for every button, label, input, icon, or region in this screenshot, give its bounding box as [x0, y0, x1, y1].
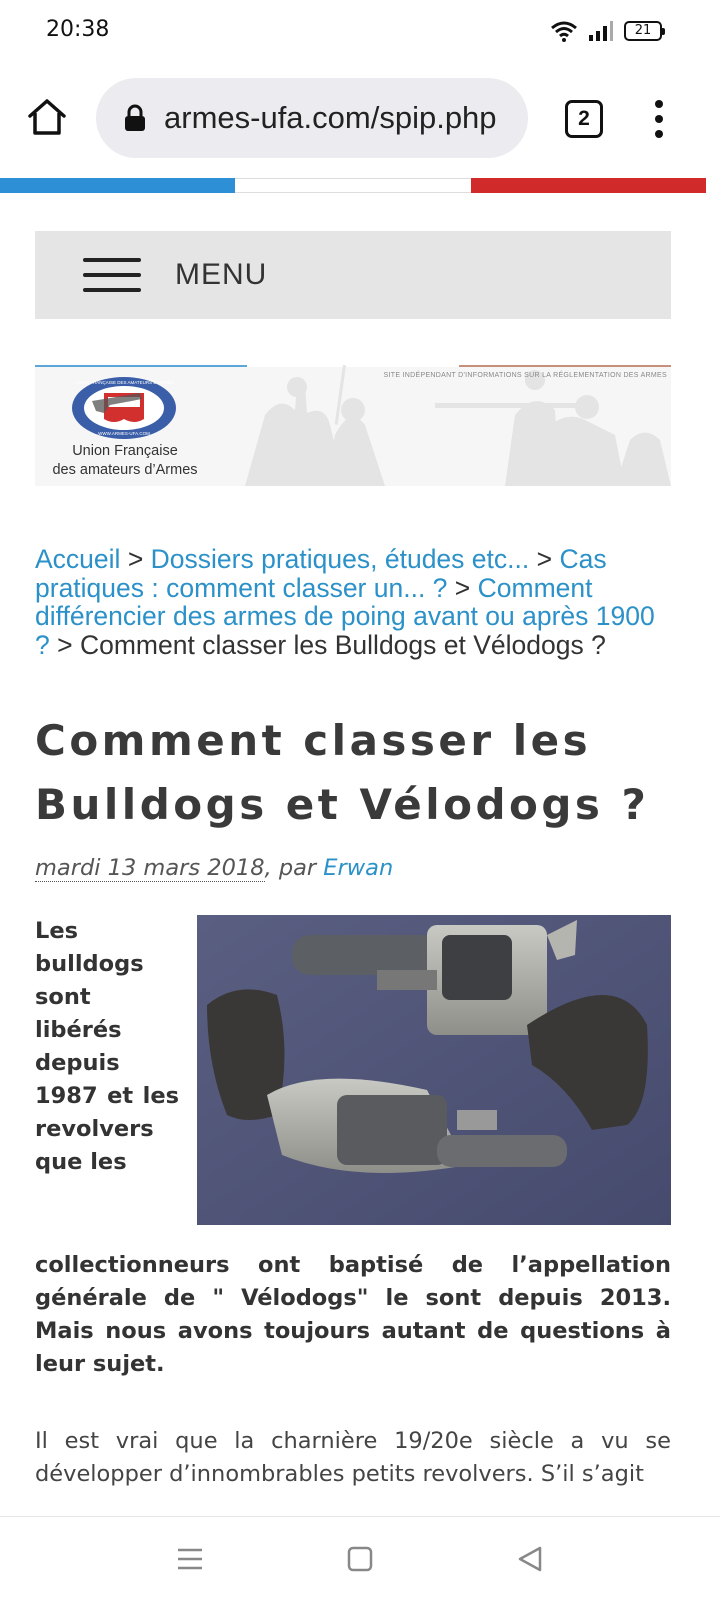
home-nav-icon[interactable] — [344, 1543, 376, 1575]
battery-level: 21 — [634, 23, 652, 38]
breadcrumb-separator: > — [57, 629, 73, 660]
breadcrumb-link-accueil[interactable]: Accueil — [35, 544, 121, 574]
article-meta — [35, 855, 671, 881]
status-time: 20:38 — [46, 17, 110, 42]
breadcrumb-separator: > — [454, 572, 471, 603]
article-intro — [35, 915, 671, 1381]
lock-icon — [122, 104, 148, 132]
article-intro-start: Les bulldogs sont libérés depuis 1987 et les revolvers que les — [35, 918, 179, 1175]
logo-ring-text: UNION FRANÇAISE DES AMATEURS D'ARMES — [74, 380, 174, 385]
breadcrumb — [35, 545, 671, 659]
banner-site-name — [35, 442, 215, 480]
article-paragraph: Il est vrai que la charnière 19/20e siècle a vu se développer d’innombrables petits revolvers. S’il s’agit — [35, 1428, 671, 1487]
breadcrumb-link-cas-pratiques[interactable]: Cas pratiques : comment classer un... ? — [35, 544, 607, 603]
tabs-icon[interactable] — [565, 100, 603, 138]
breadcrumb-separator: > — [536, 544, 553, 574]
status-bar — [0, 0, 720, 62]
wifi-icon — [550, 20, 578, 42]
ufa-logo — [70, 375, 178, 441]
article-date: mardi 13 mars 2018 — [35, 855, 265, 881]
breadcrumb-link-differencier[interactable]: Comment différencier des armes de poing avant ou après 1900 ? — [35, 572, 655, 660]
revolvers-photo[interactable] — [197, 915, 671, 1225]
article-by: , par — [264, 855, 324, 881]
home-icon[interactable] — [26, 96, 68, 138]
article-intro-end: collectionneurs ont baptisé de l’appellation générale de " Vélodogs" le sont depuis 2013. Mais nous avons toujours autant de questions à leur sujet. — [35, 1252, 671, 1377]
recents-icon[interactable] — [174, 1543, 206, 1575]
system-nav-bar — [0, 1516, 720, 1600]
url-text: armes-ufa.com/spip.php — [164, 100, 497, 135]
tricolor-strip — [0, 178, 706, 193]
banner-name-line1: Union Française — [72, 443, 178, 459]
tab-count-label: 2 — [578, 107, 590, 130]
breadcrumb-link-dossiers[interactable]: Dossiers pratiques, études etc... — [150, 544, 530, 574]
breadcrumb-separator: > — [127, 544, 144, 574]
status-icons — [550, 20, 662, 42]
menu-button[interactable] — [35, 231, 671, 319]
more-icon[interactable] — [652, 100, 666, 138]
battery-icon — [624, 21, 662, 41]
soldiers-silhouette — [235, 365, 671, 486]
back-icon[interactable] — [514, 1543, 546, 1575]
url-bar[interactable] — [96, 78, 528, 158]
banner-name-line2: des amateurs d’Armes — [52, 462, 198, 478]
article-author-link[interactable]: Erwan — [323, 855, 394, 881]
article-title: Comment classer les Bulldogs et Vélodogs ? — [35, 716, 650, 829]
banner-tagline: SITE INDÉPENDANT D'INFORMATIONS SUR LA RÉGLEMENTATION DES ARMES — [383, 372, 667, 379]
menu-label: MENU — [175, 258, 268, 291]
signal-icon — [588, 20, 614, 42]
browser-toolbar — [0, 62, 720, 174]
breadcrumb-current: Comment classer les Bulldogs et Vélodogs ? — [79, 629, 606, 660]
hamburger-icon — [83, 258, 141, 292]
article-content — [35, 545, 671, 1491]
site-banner[interactable] — [35, 365, 671, 486]
logo-url-text: WWW.ARMES-UFA.COM — [98, 431, 150, 436]
